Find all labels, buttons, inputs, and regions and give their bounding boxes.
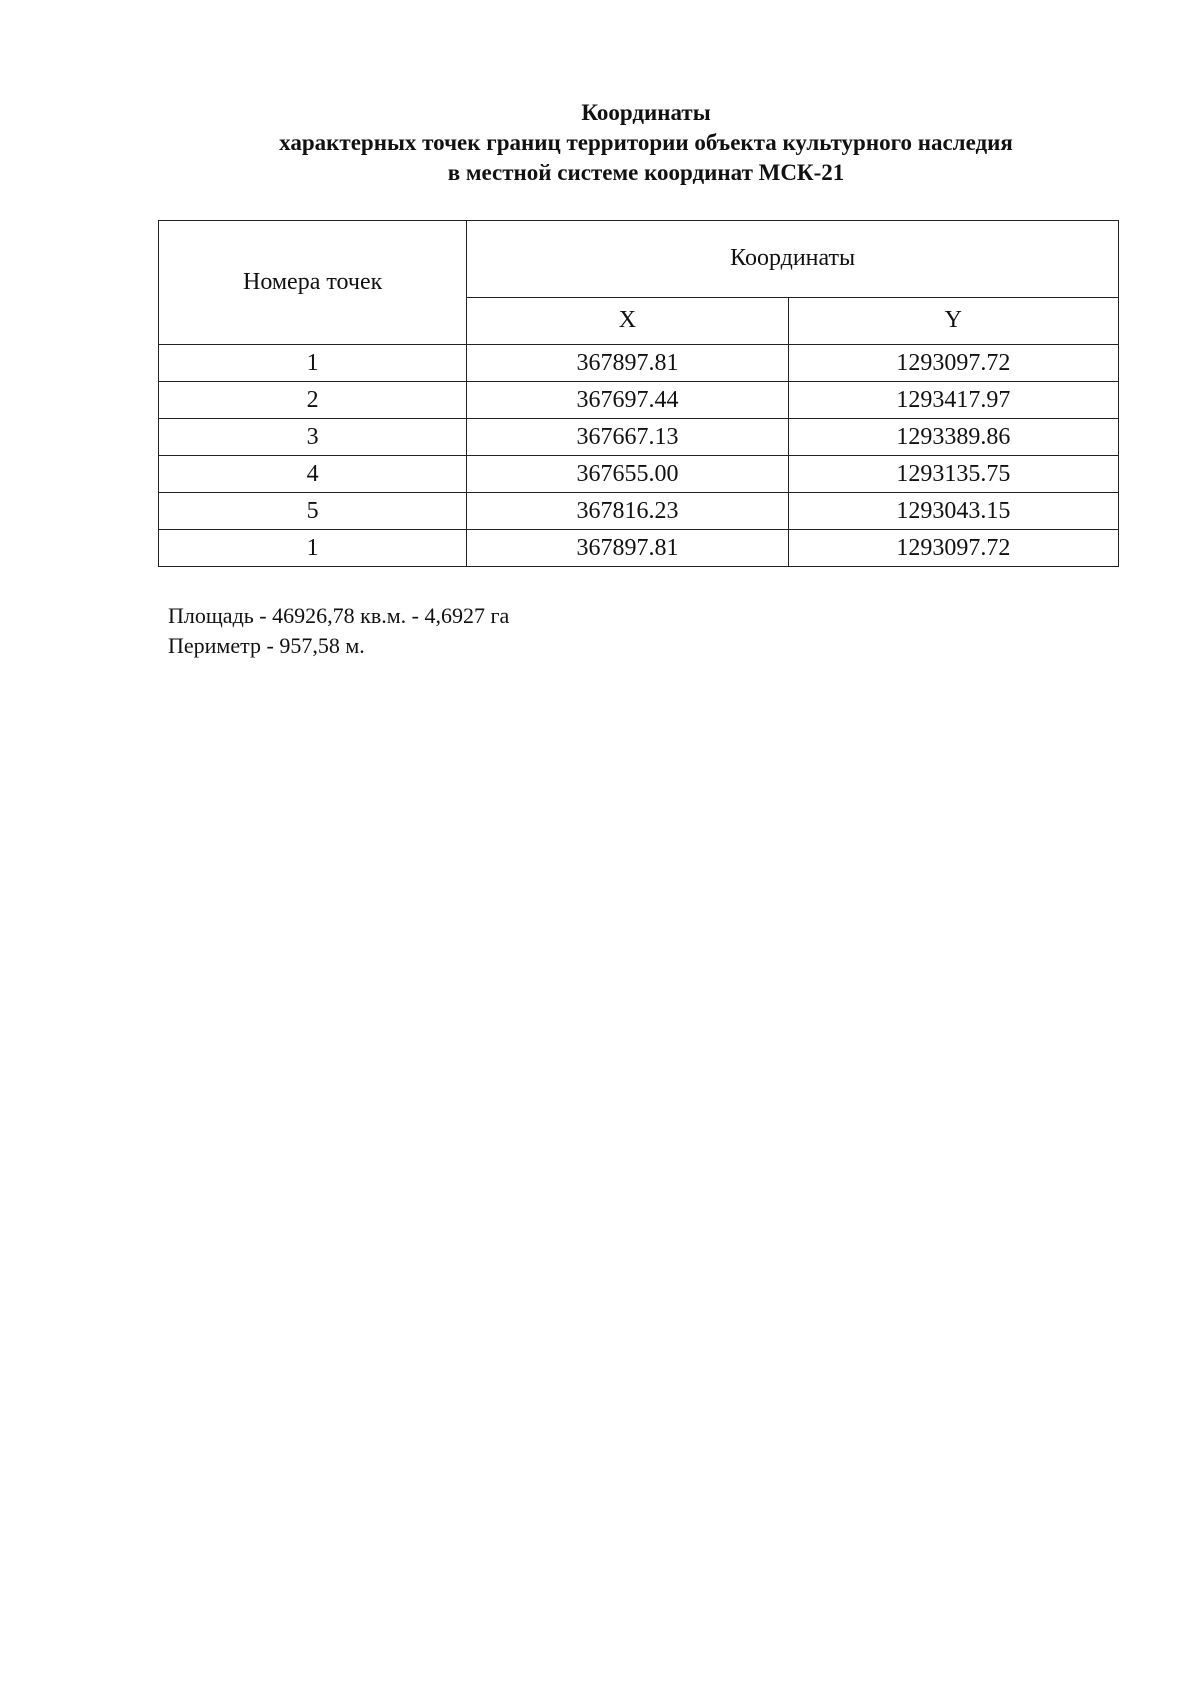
- summary-block: [168, 601, 509, 661]
- document-title: [0, 98, 1200, 188]
- title-line-2: характерных точек границ территории объекта культурного наследия: [279, 130, 1013, 155]
- table-header: [159, 221, 1119, 345]
- table-row: [159, 345, 1119, 382]
- table-row: [159, 530, 1119, 567]
- cell-x: 367816.23: [467, 493, 788, 530]
- cell-x: 367667.13: [467, 419, 788, 456]
- cell-y: 1293135.75: [788, 456, 1118, 493]
- table-body: [159, 345, 1119, 567]
- cell-point: 3: [159, 419, 467, 456]
- table-row: [159, 382, 1119, 419]
- cell-y: 1293097.72: [788, 345, 1118, 382]
- title-line-3: в местной системе координат МСК-21: [447, 160, 845, 185]
- cell-point: 1: [159, 345, 467, 382]
- table-row: [159, 493, 1119, 530]
- cell-point: 4: [159, 456, 467, 493]
- cell-point: 5: [159, 493, 467, 530]
- cell-y: 1293417.97: [788, 382, 1118, 419]
- cell-y: 1293097.72: [788, 530, 1118, 567]
- cell-y: 1293043.15: [788, 493, 1118, 530]
- cell-x: 367897.81: [467, 530, 788, 567]
- cell-x: 367897.81: [467, 345, 788, 382]
- coordinates-table: [158, 220, 1119, 567]
- table-row: [159, 456, 1119, 493]
- cell-point: 2: [159, 382, 467, 419]
- cell-point: 1: [159, 530, 467, 567]
- table-row: [159, 419, 1119, 456]
- title-line-1: Координаты: [581, 100, 711, 125]
- header-y: Y: [788, 297, 1118, 344]
- cell-x: 367655.00: [467, 456, 788, 493]
- perimeter-text: Периметр - 957,58 м.: [168, 633, 365, 658]
- header-point-numbers: Номера точек: [159, 221, 467, 345]
- header-x: X: [467, 297, 788, 344]
- cell-x: 367697.44: [467, 382, 788, 419]
- cell-y: 1293389.86: [788, 419, 1118, 456]
- area-text: Площадь - 46926,78 кв.м. - 4,6927 га: [168, 603, 510, 628]
- header-coordinates: Координаты: [467, 221, 1119, 298]
